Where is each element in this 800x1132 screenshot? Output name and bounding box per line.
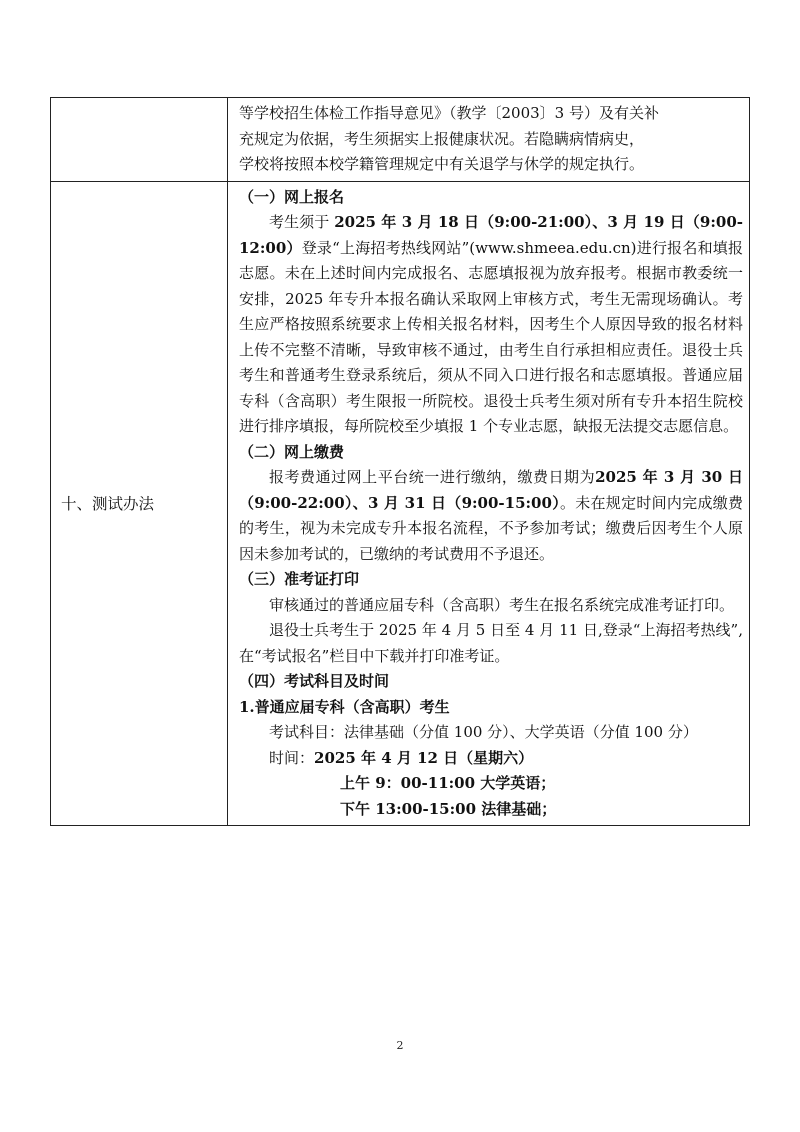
paragraph-text: 登录“上海招考热线网站”(www.shmeea.edu.cn)进行报名和填报志愿。未在上述时间内完成报名、志愿填报视为放弃报考。根据市教委统一安排，2025 年专升本报名确认采取网上审核方式，考生无需现场确认。考生应严格按照系统要求上传相关报名材料，因考生个人原因导致的报名材料上传不完整不清晰，导致审核不通过，由考生自行承担相应责任。退役士兵考生和普通考生登录系统后，须从不同入口进行报名和志愿填报。普通应届专科（含高职）考生限报一所院校。退役士兵考生须对所有专升本招生院校进行排序填报，每所院校至少填报 1 个专业志愿，缺报无法提交志愿信息。 xyxy=(239,238,743,435)
text-line: 等学校招生体检工作指导意见》（教学〔2003〕3 号）及有关补 xyxy=(239,104,659,122)
page-number: 2 xyxy=(396,1039,404,1052)
exam-time xyxy=(239,746,743,772)
paragraph-text: 考生须于 xyxy=(269,213,335,231)
row-content-cell xyxy=(228,181,750,826)
row-label-cell xyxy=(51,181,228,826)
section-paragraph xyxy=(239,210,743,440)
text-line: 充规定为依据，考生须据实上报健康状况。若隐瞒病情病史， xyxy=(239,129,645,148)
registration-dates: 2025 年 3 月 18 日（9:00-21:00）、3 月 19 日（9:00-12:00） xyxy=(239,213,743,257)
health-check-text xyxy=(228,98,749,181)
section-paragraph: 退役士兵考生于 2025 年 4 月 5 日至 4 月 11 日,登录“上海招考热线”,在“考试报名”栏目中下载并打印准考证。 xyxy=(239,621,743,665)
test-method-content xyxy=(228,182,749,826)
table-row xyxy=(51,181,750,826)
table-row xyxy=(51,98,750,182)
payment-dates: 2025 年 3 月 30 日（9:00-22:00）、3 月 31 日（9:00-15:00） xyxy=(239,468,743,512)
row-label: 十、测试办法 xyxy=(61,495,155,514)
section-paragraph: 审核通过的普通应届专科（含高职）考生在报名系统完成准考证打印。 xyxy=(269,595,735,614)
exam-date: 2025 年 4 月 12 日（星期六） xyxy=(314,748,534,767)
section-paragraph xyxy=(239,465,743,567)
morning-session: 上午 9：00-11:00 大学英语； xyxy=(340,774,556,792)
afternoon-session: 下午 13:00-15:00 法律基础； xyxy=(340,799,557,818)
row-label-cell xyxy=(51,98,228,182)
admission-rules-table xyxy=(50,97,750,826)
section-heading: （二）网上缴费 xyxy=(239,442,345,461)
section-heading: （一）网上报名 xyxy=(239,187,345,206)
section-heading: （三）准考证打印 xyxy=(239,570,360,588)
time-label: 时间： xyxy=(269,748,315,767)
sub-heading: 1.普通应届专科（含高职）考生 xyxy=(239,697,450,716)
section-heading: （四）考试科目及时间 xyxy=(239,672,390,690)
paragraph-text: 报考费通过网上平台统一进行缴纳，缴费日期为 xyxy=(269,468,596,486)
row-content-cell xyxy=(228,98,750,182)
paragraph-text: 。未在规定时间内完成缴费的考生，视为未完成专升本报名流程，不予参加考试；缴费后因考生个人原因未参加考试的，已缴纳的考试费用不予退还。 xyxy=(239,493,743,563)
text-line: 学校将按照本校学籍管理规定中有关退学与休学的规定执行。 xyxy=(239,155,645,173)
exam-subjects: 考试科目：法律基础（分值 100 分）、大学英语（分值 100 分） xyxy=(269,723,698,741)
